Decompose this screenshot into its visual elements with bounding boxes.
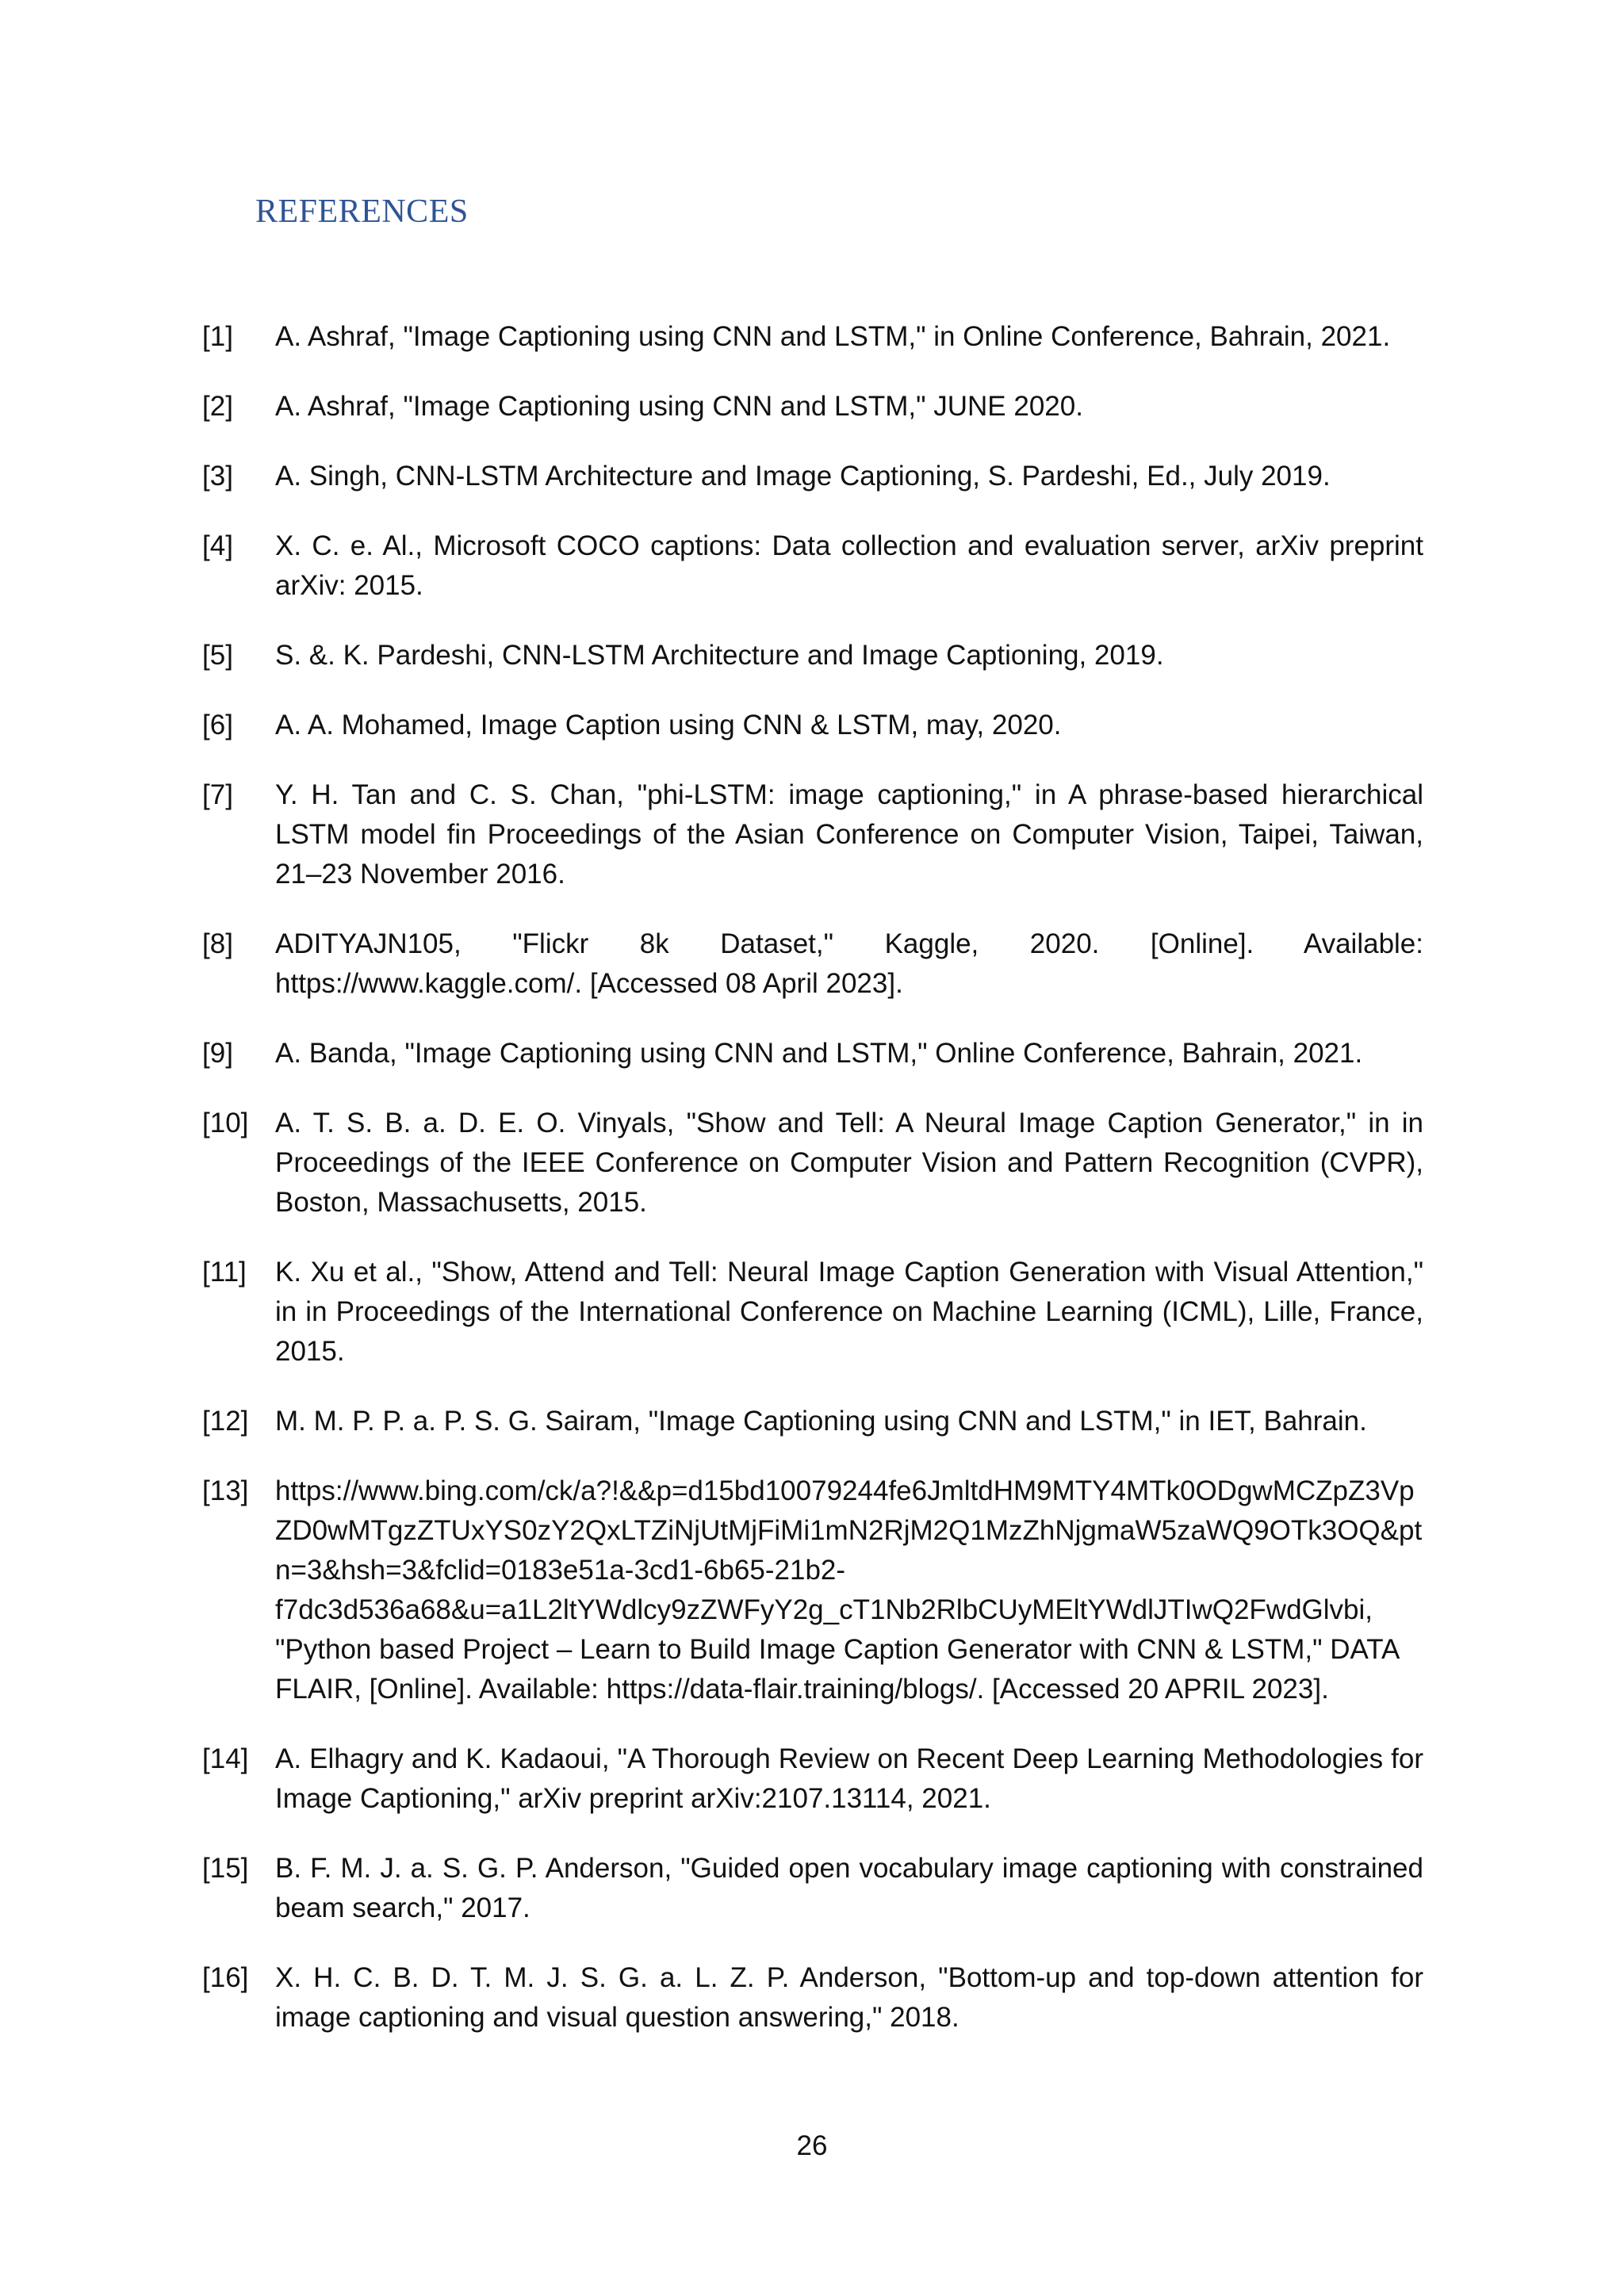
reference-number: [9] xyxy=(202,1038,233,1069)
reference-item xyxy=(202,387,1423,427)
reference-text: https://www.bing.com/ck/a?!&&p=d15bd10079244fe6JmltdHM9MTY4MTk0ODgwMCZpZ3VpZD0wMTgzZTUxYS0zY2QxLTZiNjUtMjFiMi1mN2RjM2Q1MzZhNjgmaW5zaWQ9OTk3OQ&ptn=3&hsh=3&fclid=0183e51a-3cd1-6b65-21b2-f7dc3d536a68&u=a1L2ltYWdlcy9zZWFyY2g_cT1Nb2RlbCUyMEltYWdlJTIwQ2FwdGlvbi, "Python based Project – Learn to Build Image Caption Generator with CNN & LSTM," DATA FLAIR, [Online]. Available: https://data-flair.training/blogs/. [Accessed 20 APRIL 2023]. xyxy=(275,1475,1423,1705)
reference-item xyxy=(202,1739,1423,1819)
reference-number: [10] xyxy=(202,1108,249,1138)
reference-text: A. Ashraf, "Image Captioning using CNN and LSTM," in Online Conference, Bahrain, 2021. xyxy=(275,321,1391,352)
reference-text: A. Singh, CNN-LSTM Architecture and Image Captioning, S. Pardeshi, Ed., July 2019. xyxy=(275,461,1331,492)
reference-number: [12] xyxy=(202,1406,249,1437)
reference-text: K. Xu et al., "Show, Attend and Tell: Neural Image Caption Generation with Visual Attention," in in Proceedings of the International Conference on Machine Learning (ICML), Lille, France, 2015. xyxy=(275,1257,1423,1367)
reference-number: [14] xyxy=(202,1743,249,1774)
reference-item xyxy=(202,636,1423,675)
reference-number: [7] xyxy=(202,779,233,810)
reference-number: [4] xyxy=(202,530,233,561)
reference-text: A. Elhagry and K. Kadaoui, "A Thorough Review on Recent Deep Learning Methodologies for Image Captioning," arXiv preprint arXiv:2107.13114, 2021. xyxy=(275,1743,1423,1814)
reference-text: X. H. C. B. D. T. M. J. S. G. a. L. Z. P. Anderson, "Bottom-up and top-down attention for image captioning and visual question answering," 2018. xyxy=(275,1962,1423,2033)
reference-item xyxy=(202,1402,1423,1441)
reference-text: A. Ashraf, "Image Captioning using CNN and LSTM," JUNE 2020. xyxy=(275,391,1083,422)
reference-item xyxy=(202,1958,1423,2038)
reference-number: [6] xyxy=(202,710,233,740)
reference-item xyxy=(202,775,1423,894)
reference-number: [8] xyxy=(202,928,233,959)
reference-item xyxy=(202,457,1423,496)
reference-number: [5] xyxy=(202,640,233,671)
reference-list xyxy=(202,317,1423,2068)
reference-text: X. C. e. Al., Microsoft COCO captions: Data collection and evaluation server, arXiv preprint arXiv: 2015. xyxy=(275,530,1423,601)
reference-number: [13] xyxy=(202,1475,249,1506)
reference-number: [2] xyxy=(202,391,233,422)
reference-item xyxy=(202,1471,1423,1709)
reference-text: S. &. K. Pardeshi, CNN-LSTM Architecture and Image Captioning, 2019. xyxy=(275,640,1164,671)
reference-text: M. M. P. P. a. P. S. G. Sairam, "Image Captioning using CNN and LSTM," in IET, Bahrain. xyxy=(275,1406,1367,1437)
reference-number: [11] xyxy=(202,1257,247,1288)
reference-number: [1] xyxy=(202,321,233,352)
reference-item xyxy=(202,526,1423,606)
reference-number: [3] xyxy=(202,461,233,492)
reference-item xyxy=(202,1104,1423,1223)
reference-text: A. Banda, "Image Captioning using CNN and LSTM," Online Conference, Bahrain, 2021. xyxy=(275,1038,1363,1069)
reference-number: [16] xyxy=(202,1962,249,1993)
reference-item xyxy=(202,924,1423,1004)
reference-item xyxy=(202,1849,1423,1928)
reference-text: Y. H. Tan and C. S. Chan, "phi-LSTM: image captioning," in A phrase-based hierarchical LSTM model fin Proceedings of the Asian Conference on Computer Vision, Taipei, Taiwan, 21–23 November 2016. xyxy=(275,779,1423,890)
reference-text: B. F. M. J. a. S. G. P. Anderson, "Guided open vocabulary image captioning with constrained beam search," 2017. xyxy=(275,1853,1423,1923)
reference-item xyxy=(202,1034,1423,1073)
reference-text: A. A. Mohamed, Image Caption using CNN & LSTM, may, 2020. xyxy=(275,710,1062,740)
page-number: 26 xyxy=(796,2130,828,2161)
reference-item xyxy=(202,317,1423,357)
reference-number: [15] xyxy=(202,1853,249,1884)
section-heading: REFERENCES xyxy=(255,193,469,230)
reference-item xyxy=(202,706,1423,745)
reference-text: ADITYAJN105, "Flickr 8k Dataset," Kaggle, 2020. [Online]. Available: https://www.kaggle.com/. [Accessed 08 April 2023]. xyxy=(275,928,1423,999)
reference-text: A. T. S. B. a. D. E. O. Vinyals, "Show and Tell: A Neural Image Caption Generator," in in Proceedings of the IEEE Conference on Computer Vision and Pattern Recognition (CVPR), Boston, Massachusetts, 2015. xyxy=(275,1108,1423,1218)
reference-item xyxy=(202,1253,1423,1372)
